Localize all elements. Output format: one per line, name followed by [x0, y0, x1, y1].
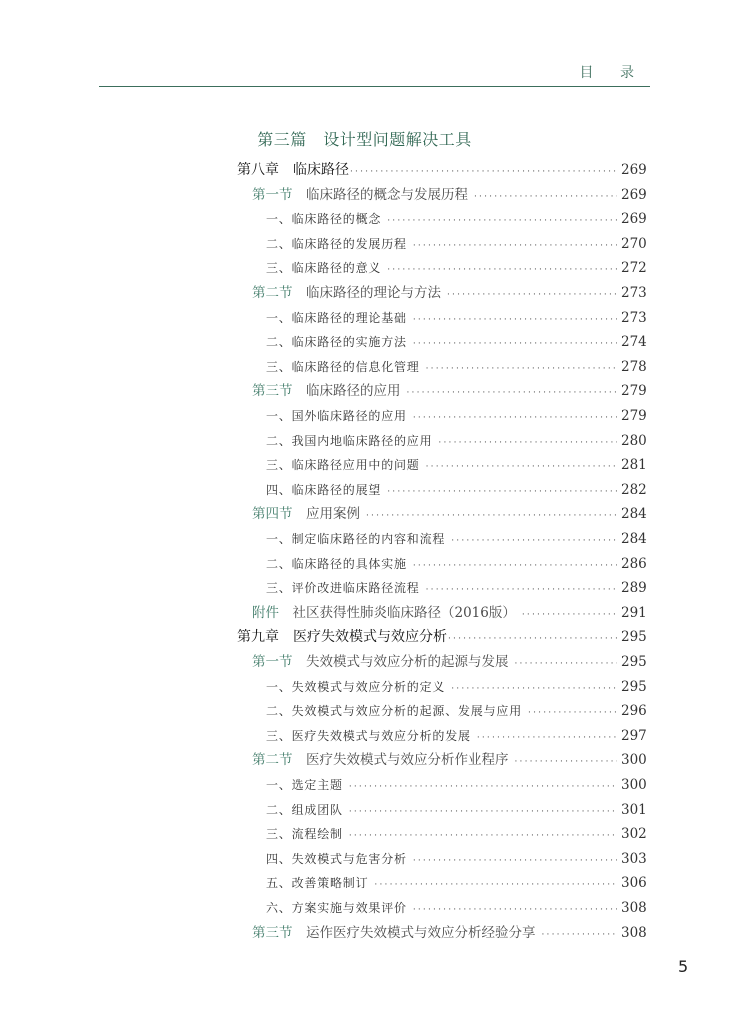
toc-entry-number: 二、 [266, 433, 292, 448]
toc-entry-section[interactable] [252, 748, 645, 772]
leader-dots [426, 578, 617, 602]
toc-entry-page: 295 [621, 678, 647, 695]
toc-entry-label [252, 921, 536, 945]
toc-entry-label [252, 183, 468, 207]
leader-dots [413, 554, 617, 578]
toc-entry-title: 方案实施与效果评价 [291, 901, 407, 915]
toc-entry-number: 第八章 [237, 162, 279, 178]
toc-entry-page: 296 [621, 703, 647, 720]
toc-entry-item[interactable] [266, 675, 645, 699]
leader-dots [447, 283, 617, 307]
toc-entry-number: 三、 [266, 359, 292, 374]
leader-dots [438, 431, 617, 455]
leader-dots [413, 234, 617, 258]
toc-entry-item[interactable] [266, 453, 645, 477]
toc-entry-number: 第四节 [252, 506, 293, 523]
toc-entry-number: 附件 [252, 604, 279, 621]
header-rule [99, 86, 650, 87]
toc-entry-item[interactable] [266, 256, 645, 280]
toc-entry-title: 失效模式与效应分析的定义 [291, 679, 446, 694]
toc-entry-label [252, 748, 509, 772]
toc-entry-page: 269 [621, 162, 647, 178]
toc-entry-title: 临床路径的展望 [291, 482, 382, 497]
toc-entry-label [266, 699, 522, 723]
toc-entry-label [266, 552, 407, 576]
leader-dots [451, 677, 617, 701]
toc-entry-page: 295 [621, 629, 647, 646]
toc-entry-number: 一、 [266, 212, 292, 227]
toc-entry-title: 社区获得性肺炎临床路径（2016版） [292, 604, 516, 621]
toc-entry-title: 改善策略制订 [291, 876, 369, 891]
toc-entry-label [266, 871, 368, 895]
leader-dots [413, 308, 617, 332]
toc-entry-title: 国外临床路径的应用 [291, 409, 407, 423]
page-number: 5 [678, 957, 689, 976]
leader-dots [426, 357, 617, 381]
leader-dots [451, 529, 617, 553]
toc-entry-label [266, 896, 407, 920]
toc-entry-number: 一、 [266, 409, 292, 423]
toc-entry-item[interactable] [266, 232, 645, 256]
toc-entry-title: 评价改进临床路径流程 [291, 581, 420, 596]
toc-entry-item[interactable] [266, 330, 645, 354]
leader-dots [474, 185, 617, 209]
toc-entry-section[interactable] [252, 921, 645, 945]
toc-entry-label [266, 798, 343, 822]
toc-entry-title: 临床路径的理论与方法 [306, 285, 441, 301]
toc-entry-title: 临床路径的具体实施 [291, 556, 407, 571]
toc-entry-page: 273 [621, 285, 647, 301]
toc-entry-page: 284 [621, 531, 647, 547]
toc-entry-page: 279 [621, 408, 647, 424]
leader-dots [349, 824, 617, 848]
toc-entry-number: 一、 [266, 310, 292, 325]
toc-entry-label [266, 453, 420, 477]
toc-entry-label [266, 355, 420, 379]
toc-entry-label [252, 379, 401, 403]
toc-entry-page: 280 [621, 432, 647, 449]
toc-entry-label [266, 822, 343, 846]
toc-entry-number: 三、 [266, 581, 292, 596]
leader-dots [407, 381, 618, 405]
toc-entry-number: 三、 [266, 458, 292, 473]
toc-entry-page: 282 [621, 481, 647, 498]
toc-entry-title: 应用案例 [306, 506, 360, 523]
toc-entry-section[interactable] [252, 650, 645, 674]
toc-entry-title: 临床路径的应用 [306, 383, 401, 400]
toc-entry-number: 第二节 [252, 285, 293, 301]
toc-entry-section[interactable] [252, 379, 645, 403]
toc-entry-label [266, 404, 407, 428]
toc-entry-item[interactable] [266, 847, 645, 871]
leader-dots [387, 258, 617, 282]
toc-entry-title: 医疗失效模式与效应分析作业程序 [306, 752, 509, 769]
leader-dots [349, 775, 617, 799]
toc-entry-label [252, 502, 360, 526]
toc-entry-page: 272 [621, 260, 647, 277]
toc-entry-label [266, 527, 445, 551]
toc-entry-number: 一、 [266, 778, 292, 792]
toc-entry-item[interactable] [266, 724, 645, 748]
toc-entry-title: 临床路径应用中的问题 [291, 458, 420, 473]
toc-entry-label [266, 232, 407, 256]
toc-entry-label [266, 256, 381, 280]
toc-entry-page: 270 [621, 235, 647, 252]
toc-entry-page: 269 [621, 186, 647, 203]
toc-entry-number: 三、 [266, 261, 292, 276]
toc-entry-title: 医疗失效模式与效应分析 [293, 629, 447, 646]
toc-entry-label [237, 625, 447, 649]
toc-entry-number: 第一节 [252, 654, 293, 670]
toc-entry-label [266, 478, 381, 502]
toc-entry-title: 运作医疗失效模式与效应分析经验分享 [306, 924, 536, 941]
toc-entry-number: 第三节 [252, 924, 293, 941]
leader-dots [477, 726, 617, 750]
toc-entry-number: 第一节 [252, 186, 293, 203]
toc-entry-page: 274 [621, 334, 647, 351]
toc-entry-number: 二、 [266, 556, 292, 571]
toc-entry-page: 286 [621, 555, 647, 572]
toc-entry-title: 临床路径的实施方法 [291, 335, 407, 350]
toc-entry-page: 291 [621, 604, 647, 621]
leader-dots [350, 160, 617, 184]
toc-entry-page: 301 [621, 801, 647, 818]
toc-entry-title: 我国内地临床路径的应用 [291, 433, 433, 448]
toc-entry-page: 302 [621, 826, 647, 843]
leader-dots [374, 873, 617, 897]
leader-dots [387, 480, 617, 504]
toc-entry-number: 二、 [266, 335, 292, 350]
toc-entry-item[interactable] [266, 478, 645, 502]
toc-entry-number: 第九章 [237, 629, 279, 646]
toc-entry-number: 二、 [266, 802, 292, 817]
toc-entry-label [266, 207, 381, 231]
toc-entry-page: 300 [621, 752, 647, 769]
toc-entry-item[interactable] [266, 207, 645, 231]
toc-entry-title: 临床路径 [293, 162, 349, 178]
leader-dots [522, 603, 617, 627]
leader-dots [413, 898, 617, 922]
toc-entry-title: 临床路径的信息化管理 [291, 359, 420, 374]
toc-entry-label [266, 773, 343, 797]
toc-entry-number: 一、 [266, 679, 292, 694]
toc-entry-section[interactable] [252, 183, 645, 207]
toc-entry-item[interactable] [266, 798, 645, 822]
toc-entry-chapter[interactable] [237, 625, 645, 649]
toc-entry-page: 300 [621, 777, 647, 793]
toc-entry-number: 第二节 [252, 752, 293, 769]
toc-entry-title: 选定主题 [291, 778, 343, 792]
toc-entry-number: 二、 [266, 704, 292, 719]
toc-entry-page: 297 [621, 727, 647, 744]
toc-entry-number: 三、 [266, 728, 292, 743]
toc-entry-title: 组成团队 [291, 802, 343, 817]
toc-entry-title: 临床路径的意义 [291, 261, 382, 276]
leader-dots [528, 701, 617, 725]
part-title: 第三篇 设计型问题解决工具 [257, 130, 472, 149]
toc-entry-title: 失效模式与危害分析 [291, 851, 407, 866]
toc-entry-label [266, 306, 407, 330]
toc-entry-number: 四、 [266, 851, 292, 866]
toc-entry-label [252, 281, 441, 305]
toc-entry-page: 306 [621, 875, 647, 892]
leader-dots [426, 455, 617, 479]
toc-entry-title: 失效模式与效应分析的起源、发展与应用 [291, 704, 523, 719]
toc-entry-page: 289 [621, 580, 647, 597]
toc-entry-section[interactable] [252, 502, 645, 526]
toc-entry-title: 临床路径的概念与发展历程 [306, 186, 468, 203]
toc-entry-page: 281 [621, 457, 647, 474]
leader-dots [448, 627, 617, 651]
toc-entry-section[interactable] [252, 281, 645, 305]
toc-entry-item[interactable] [266, 576, 645, 600]
leader-dots [387, 209, 617, 233]
toc-entry-page: 308 [621, 900, 647, 916]
toc-entry-item[interactable] [266, 527, 645, 551]
toc-entry-page: 303 [621, 850, 647, 867]
toc-entry-number: 三、 [266, 827, 292, 842]
toc-entry-title: 临床路径的理论基础 [291, 310, 407, 325]
toc-entry-number: 第三节 [252, 383, 293, 400]
toc-entry-page: 284 [621, 506, 647, 523]
leader-dots [349, 800, 617, 824]
toc-entry-label [266, 330, 407, 354]
toc-entry-number: 五、 [266, 876, 292, 891]
toc-entry-item[interactable] [266, 871, 645, 895]
leader-dots [542, 923, 618, 947]
toc-entry-label [266, 429, 432, 453]
toc-entry-title: 制定临床路径的内容和流程 [291, 532, 446, 546]
toc-entry-label [266, 675, 445, 699]
toc-entry-title: 流程绘制 [291, 827, 343, 842]
toc-entry-label [252, 601, 516, 625]
toc-entry-title: 临床路径的概念 [291, 212, 382, 227]
toc-entry-title: 医疗失效模式与效应分析的发展 [291, 728, 471, 743]
leader-dots [515, 750, 618, 774]
toc-entry-item[interactable] [266, 404, 645, 428]
running-header-label: 目 录 [579, 65, 645, 81]
toc-entry-chapter[interactable] [237, 158, 645, 182]
leader-dots [413, 849, 617, 873]
toc-entry-page: 279 [621, 383, 647, 400]
toc-entry-item[interactable] [266, 822, 645, 846]
toc-entry-number: 一、 [266, 532, 292, 546]
toc-entry-title: 失效模式与效应分析的起源与发展 [306, 654, 509, 670]
toc-entry-number: 二、 [266, 236, 292, 251]
toc-entry-item[interactable] [266, 896, 645, 920]
toc-entry-page: 308 [621, 924, 647, 941]
toc-entry-item[interactable] [266, 773, 645, 797]
leader-dots [413, 332, 617, 356]
toc-entry-page: 273 [621, 309, 647, 326]
toc-entry-number: 四、 [266, 482, 292, 497]
toc-entry-item[interactable] [266, 552, 645, 576]
toc-entry-label [252, 650, 509, 674]
toc-entry-number: 六、 [266, 901, 292, 915]
toc-entry-item[interactable] [266, 699, 645, 723]
toc-entry-page: 269 [621, 211, 647, 228]
toc-entry-page: 278 [621, 358, 647, 375]
toc-entry-label [266, 724, 471, 748]
toc-entry-section[interactable] [252, 601, 645, 625]
toc-entry-item[interactable] [266, 429, 645, 453]
toc-entry-label [266, 847, 407, 871]
toc-entry-label [266, 576, 420, 600]
toc-entry-item[interactable] [266, 306, 645, 330]
toc-entry-title: 临床路径的发展历程 [291, 236, 407, 251]
leader-dots [413, 406, 617, 430]
toc-entry-page: 295 [621, 654, 647, 670]
toc-entry-item[interactable] [266, 355, 645, 379]
leader-dots [515, 652, 618, 676]
toc-entry-label [237, 158, 349, 182]
leader-dots [366, 504, 617, 528]
